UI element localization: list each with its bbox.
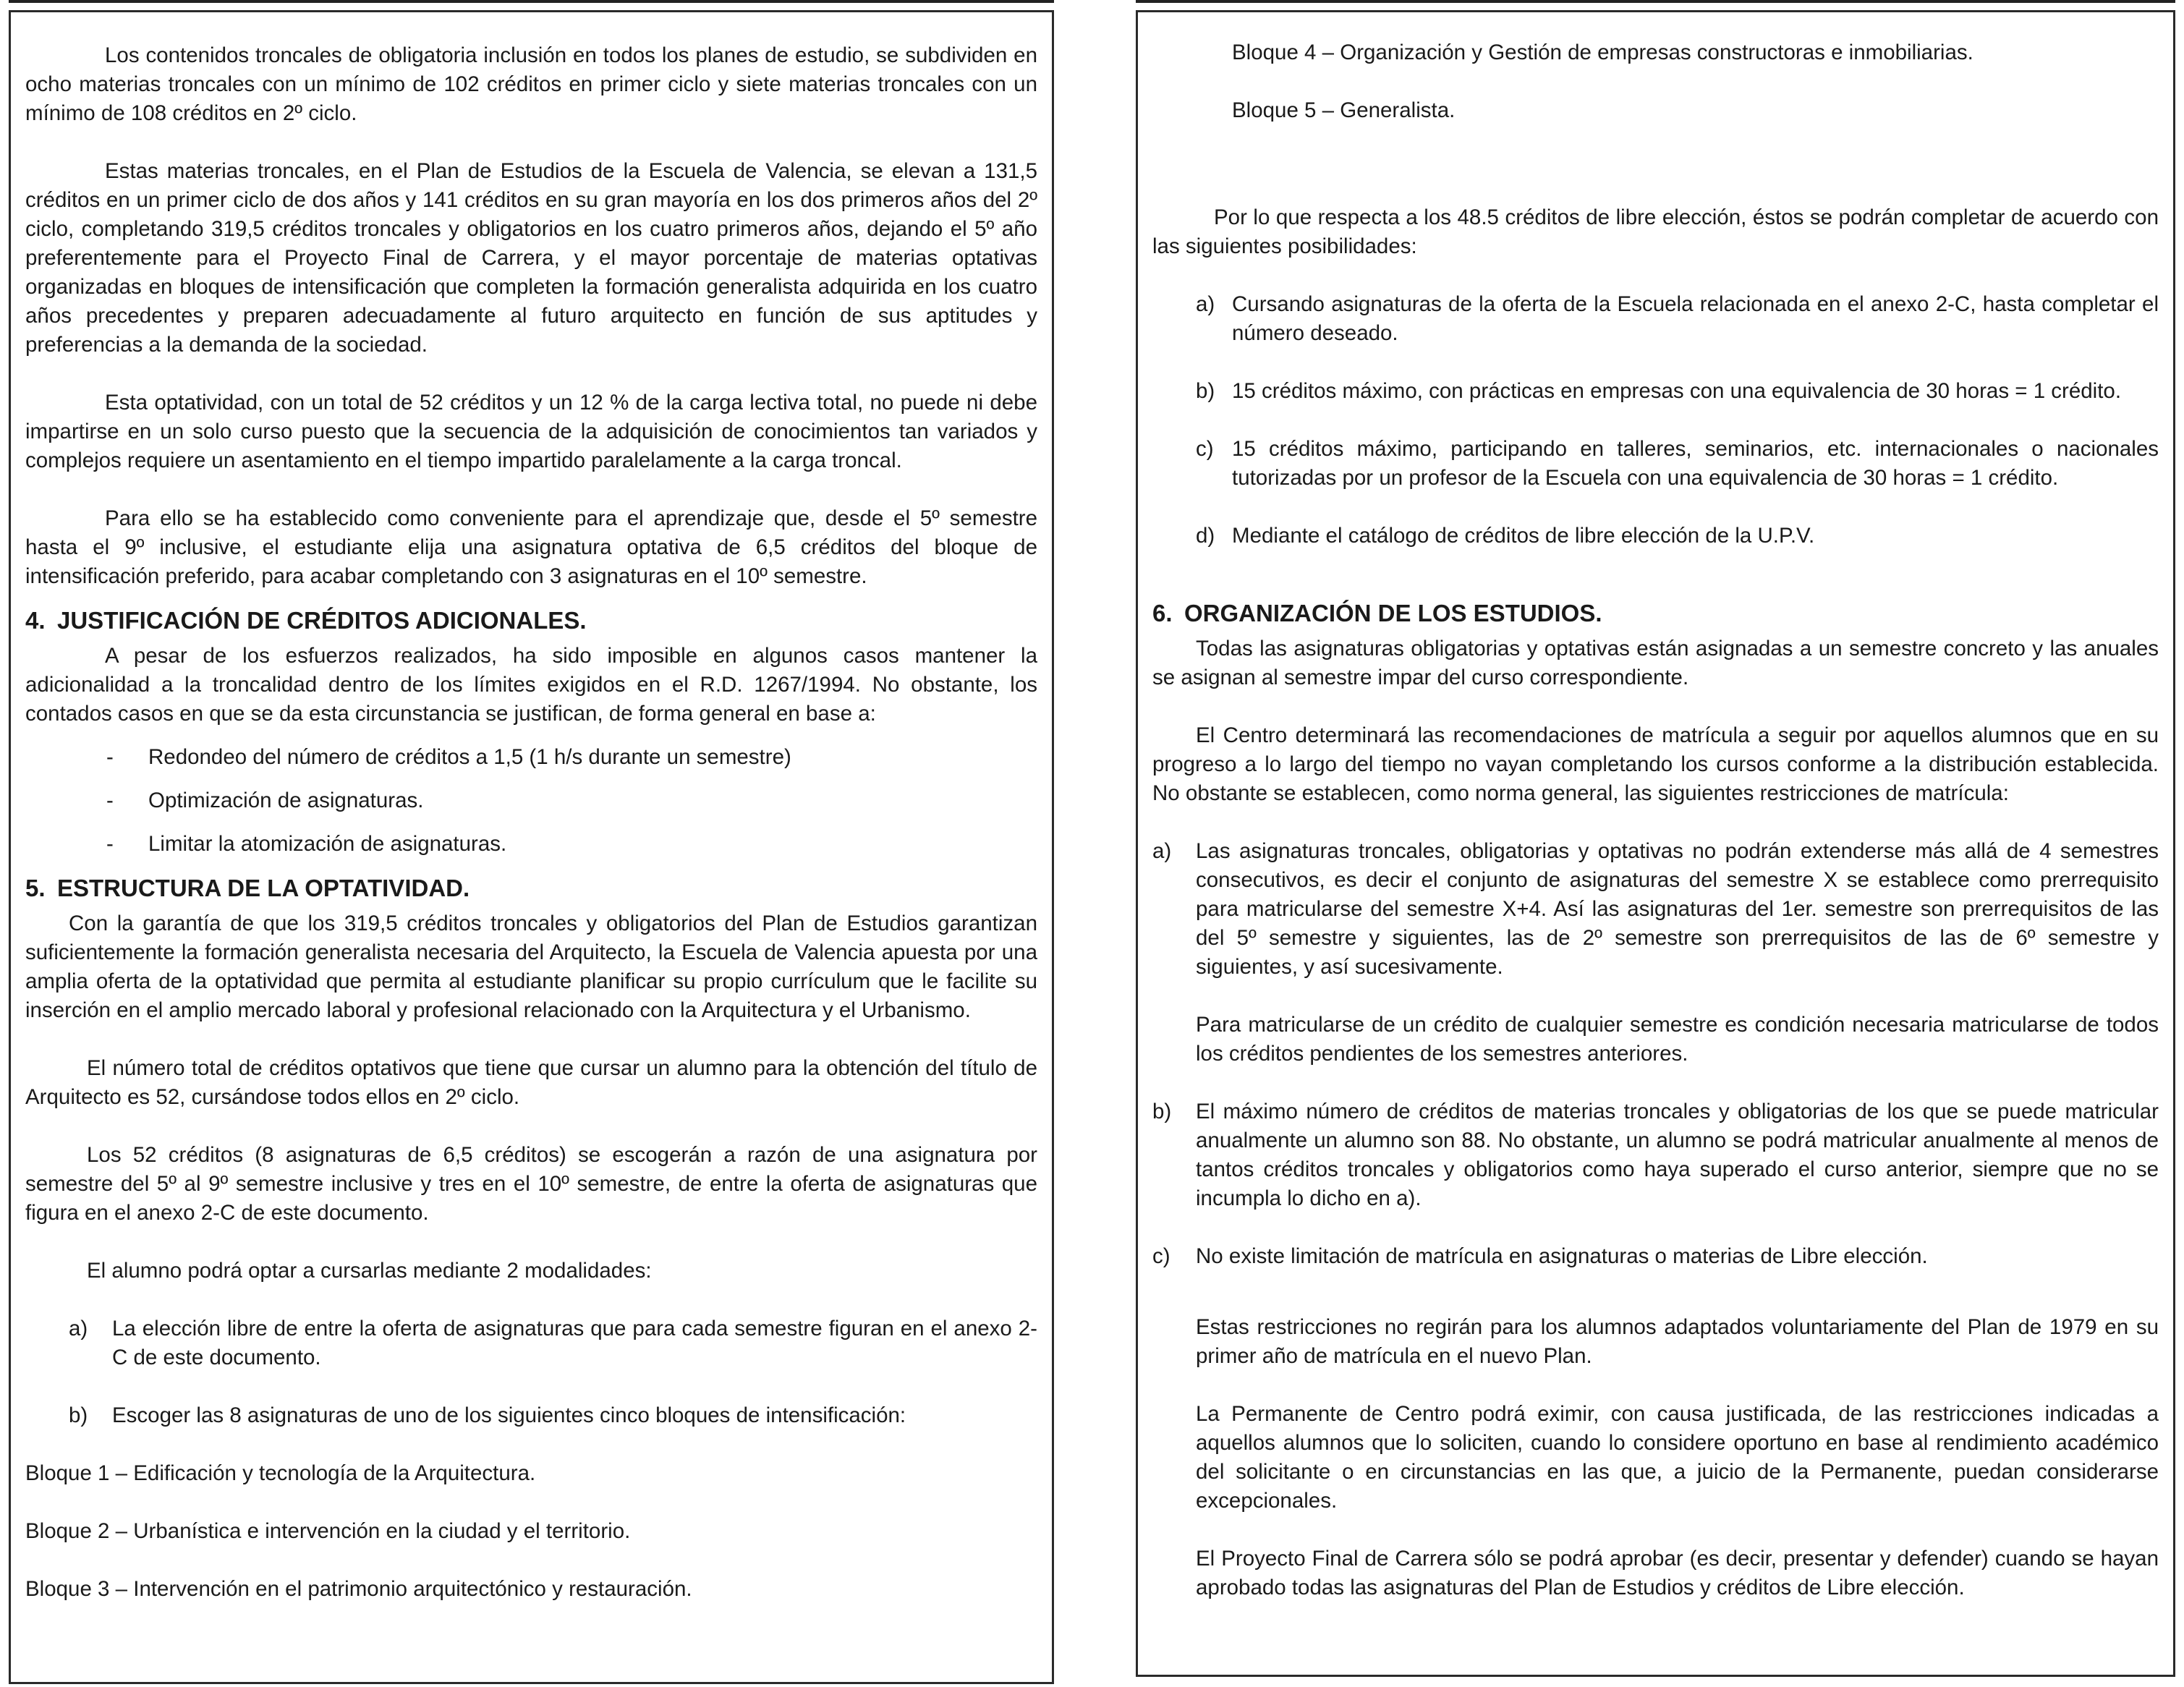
list-marker: c)	[1152, 1244, 1170, 1268]
list-marker: c)	[1196, 437, 1214, 461]
bloque-line: Bloque 3 – Intervención en el patrimonio arquitectónico y restauración.	[25, 1577, 692, 1601]
section-heading-6	[1152, 598, 2159, 629]
list-item-text: Limitar la atomización de asignaturas.	[148, 832, 507, 856]
list-item-text: Mediante el catálogo de créditos de libre elección de la U.P.V.	[1232, 524, 1815, 548]
list-item-text: Las asignaturas troncales, obligatorias y optativas no podrán extenderse más allá de 4 semestres consecutivos, es decir el conjunto de asignaturas del semestre X se establece como prerrequisito para matricularse del semestre X+4. Así las asignaturas del 1er. semestre son prerrequisitos de las del 5º semestre y siguientes, las de 2º semestre son prerrequisitos de las de 6º semestre y siguientes, y así sucesivamente.	[1196, 839, 2159, 979]
list-marker: a)	[1196, 292, 1215, 316]
list-item-text: Escoger las 8 asignaturas de uno de los siguientes cinco bloques de intensificación:	[112, 1403, 906, 1427]
dash-marker: -	[106, 745, 114, 769]
list-item	[1152, 377, 2159, 406]
section-heading-5	[25, 873, 1037, 904]
paragraph: Los contenidos troncales de obligatoria inclusión en todos los planes de estudio, se subdividen en ocho materias troncales con un mínimo de 102 créditos en primer ciclo y siete materias troncales con un mínimo de 108 créditos en 2º ciclo.	[25, 43, 1037, 125]
paragraph: El Centro determinará las recomendaciones de matrícula a seguir por aquellos alumnos que en su progreso a lo largo del tiempo no vayan completando los cursos conforme a la distribución establecida. No obstante se establecen, como norma general, las siguientes restricciones de matrícula:	[1152, 723, 2159, 805]
section-heading-4	[25, 605, 1037, 636]
list-item	[1152, 435, 2159, 493]
paragraph: El número total de créditos optativos que tiene que cursar un alumno para la obtención del título de Arquitecto es 52, cursándose todos ellos en 2º ciclo.	[25, 1056, 1037, 1109]
list-item	[1152, 837, 2159, 1068]
paragraph: Los 52 créditos (8 asignaturas de 6,5 créditos) se escogerán a razón de una asignatura por semestre del 5º al 9º semestre inclusive y tres en el 10º semestre, de entre la oferta de asignaturas que figura en el anexo 2-C de este documento.	[25, 1143, 1037, 1225]
bloque-line: Bloque 4 – Organización y Gestión de empresas constructoras e inmobiliarias.	[1232, 41, 1973, 64]
paragraph: Para ello se ha establecido como conveniente para el aprendizaje que, desde el 5º semestre hasta el 9º inclusive, el estudiante elija una asignatura optativa de 6,5 créditos del bloque de intensificación preferido, para acabar completando con 3 asignaturas en el 10º semestre.	[25, 506, 1037, 588]
list-item	[1152, 522, 2159, 551]
lettered-list	[25, 1314, 1037, 1430]
list-item	[25, 1314, 1037, 1372]
list-item	[25, 786, 1037, 815]
list-item	[25, 743, 1037, 772]
paragraph: Estas materias troncales, en el Plan de Estudios de la Escuela de Valencia, se elevan a 131,5 créditos en un primer ciclo de dos años y 141 créditos en su gran mayoría en los dos primeros años del 2º ciclo, completando 319,5 créditos troncales y obligatorios en los cuatro primeros años, dejando el 5º año preferentemente para el Proyecto Final de Carrera, y el mayor porcentaje de materias optativas organizadas en bloques de intensificación que completen la formación generalista adquirida en los cuatro años precedentes y preparen adecuadamente al futuro arquitecto en función de sus aptitudes y preferencias a la demanda de la sociedad.	[25, 159, 1037, 357]
list-item	[1152, 1097, 2159, 1213]
bloque-line: Bloque 2 – Urbanística e intervención en la ciudad y el territorio.	[25, 1519, 631, 1543]
bloque-line: Bloque 1 – Edificación y tecnología de la Arquitectura.	[25, 1461, 536, 1485]
paragraph: Estas restricciones no regirán para los alumnos adaptados voluntariamente del Plan de 1979 en su primer año de matrícula en el nuevo Plan.	[1196, 1315, 2159, 1368]
list-item-text: 15 créditos máximo, con prácticas en empresas con una equivalencia de 30 horas = 1 crédito.	[1232, 379, 2122, 403]
section-number: 5.	[25, 875, 46, 901]
list-marker: b)	[1196, 379, 1215, 403]
list-item-text: Cursando asignaturas de la oferta de la Escuela relacionada en el anexo 2-C, hasta completar el número deseado.	[1232, 292, 2159, 345]
right-column	[1136, 10, 2175, 1677]
top-rule-right	[1136, 0, 2175, 3]
paragraph: Esta optatividad, con un total de 52 créditos y un 12 % de la carga lectiva total, no puede ni debe impartirse en un solo curso puesto que la secuencia de la adquisición de conocimientos tan variados y complejos requiere un asentamiento en el tiempo impartido paralelamente a la carga troncal.	[25, 391, 1037, 472]
dash-list	[25, 743, 1037, 859]
section-title: ORGANIZACIÓN DE LOS ESTUDIOS.	[1184, 600, 1602, 626]
list-item-text: 15 créditos máximo, participando en talleres, seminarios, etc. internacionales o nacionales tutorizadas por un profesor de la Escuela con una equivalencia de 30 horas = 1 crédito.	[1232, 437, 2159, 490]
list-item	[1152, 290, 2159, 348]
paragraph: A pesar de los esfuerzos realizados, ha sido imposible en algunos casos mantener la adicionalidad a la troncalidad dentro de los límites exigidos en el R.D. 1267/1994. No obstante, los contados casos en que se da esta circunstancia se justifican, de forma general en base a:	[25, 644, 1037, 726]
paragraph: Con la garantía de que los 319,5 créditos troncales y obligatorios del Plan de Estudios garantizan suficientemente la formación generalista necesaria del Arquitecto, la Escuela de Valencia apuesta por una amplia oferta de la optatividad que permita al estudiante planificar su propio currículum que le facilite su inserción en el amplio mercado laboral y profesional relacionado con la Arquitectura y el Urbanismo.	[25, 912, 1037, 1022]
left-column	[9, 10, 1054, 1684]
list-item	[1152, 1242, 2159, 1271]
section-title: JUSTIFICACIÓN DE CRÉDITOS ADICIONALES.	[57, 607, 587, 634]
lettered-list	[1152, 290, 2159, 551]
bloque-line: Bloque 5 – Generalista.	[1232, 98, 1456, 122]
list-item	[25, 1401, 1037, 1430]
top-rule-left	[9, 0, 1054, 3]
section-number: 4.	[25, 607, 46, 634]
list-item-text: Para matricularse de un crédito de cualquier semestre es condición necesaria matricularse de todos los créditos pendientes de los semestres anteriores.	[1196, 1013, 2159, 1066]
paragraph: El Proyecto Final de Carrera sólo se podrá aprobar (es decir, presentar y defender) cuando se hayan aprobado todas las asignaturas del Plan de Estudios y créditos de Libre elección.	[1196, 1547, 2159, 1599]
section-title: ESTRUCTURA DE LA OPTATIVIDAD.	[57, 875, 470, 901]
paragraph: El alumno podrá optar a cursarlas mediante 2 modalidades:	[87, 1259, 652, 1283]
list-item-text: La elección libre de entre la oferta de asignaturas que para cada semestre figuran en el anexo 2-C de este documento.	[112, 1317, 1037, 1369]
list-marker: d)	[1196, 524, 1215, 548]
list-marker: a)	[69, 1317, 88, 1340]
paragraph: La Permanente de Centro podrá eximir, con causa justificada, de las restricciones indicadas a aquellos alumnos que lo soliciten, cuando lo considere oportuno en base al rendimiento académico del solicitante o en circunstancias en las que, a juicio de la Permanente, puedan considerarse excepcionales.	[1196, 1402, 2159, 1513]
paragraph: Por lo que respecta a los 48.5 créditos de libre elección, éstos se podrán completar de acuerdo con las siguientes posibilidades:	[1152, 205, 2159, 258]
restriction-list	[1152, 837, 2159, 1271]
section-number: 6.	[1152, 600, 1173, 626]
list-marker: a)	[1152, 839, 1172, 863]
list-item-text: Redondeo del número de créditos a 1,5 (1 h/s durante un semestre)	[148, 745, 791, 769]
list-marker: b)	[1152, 1100, 1172, 1123]
list-item-text: No existe limitación de matrícula en asignaturas o materias de Libre elección.	[1196, 1244, 1928, 1268]
dash-marker: -	[106, 789, 114, 812]
list-item	[25, 830, 1037, 859]
list-item-text: Optimización de asignaturas.	[148, 789, 424, 812]
paragraph: Todas las asignaturas obligatorias y optativas están asignadas a un semestre concreto y las anuales se asignan al semestre impar del curso correspondiente.	[1152, 637, 2159, 689]
list-item-text: El máximo número de créditos de materias troncales y obligatorias de los que se puede matricular anualmente un alumno son 88. No obstante, un alumno se podrá matricular anualmente al menos de tantos créditos troncales y obligatorios como haya superado el curso anterior, siempre que no se incumpla lo dicho en a).	[1196, 1100, 2159, 1210]
dash-marker: -	[106, 832, 114, 856]
list-marker: b)	[69, 1403, 88, 1427]
